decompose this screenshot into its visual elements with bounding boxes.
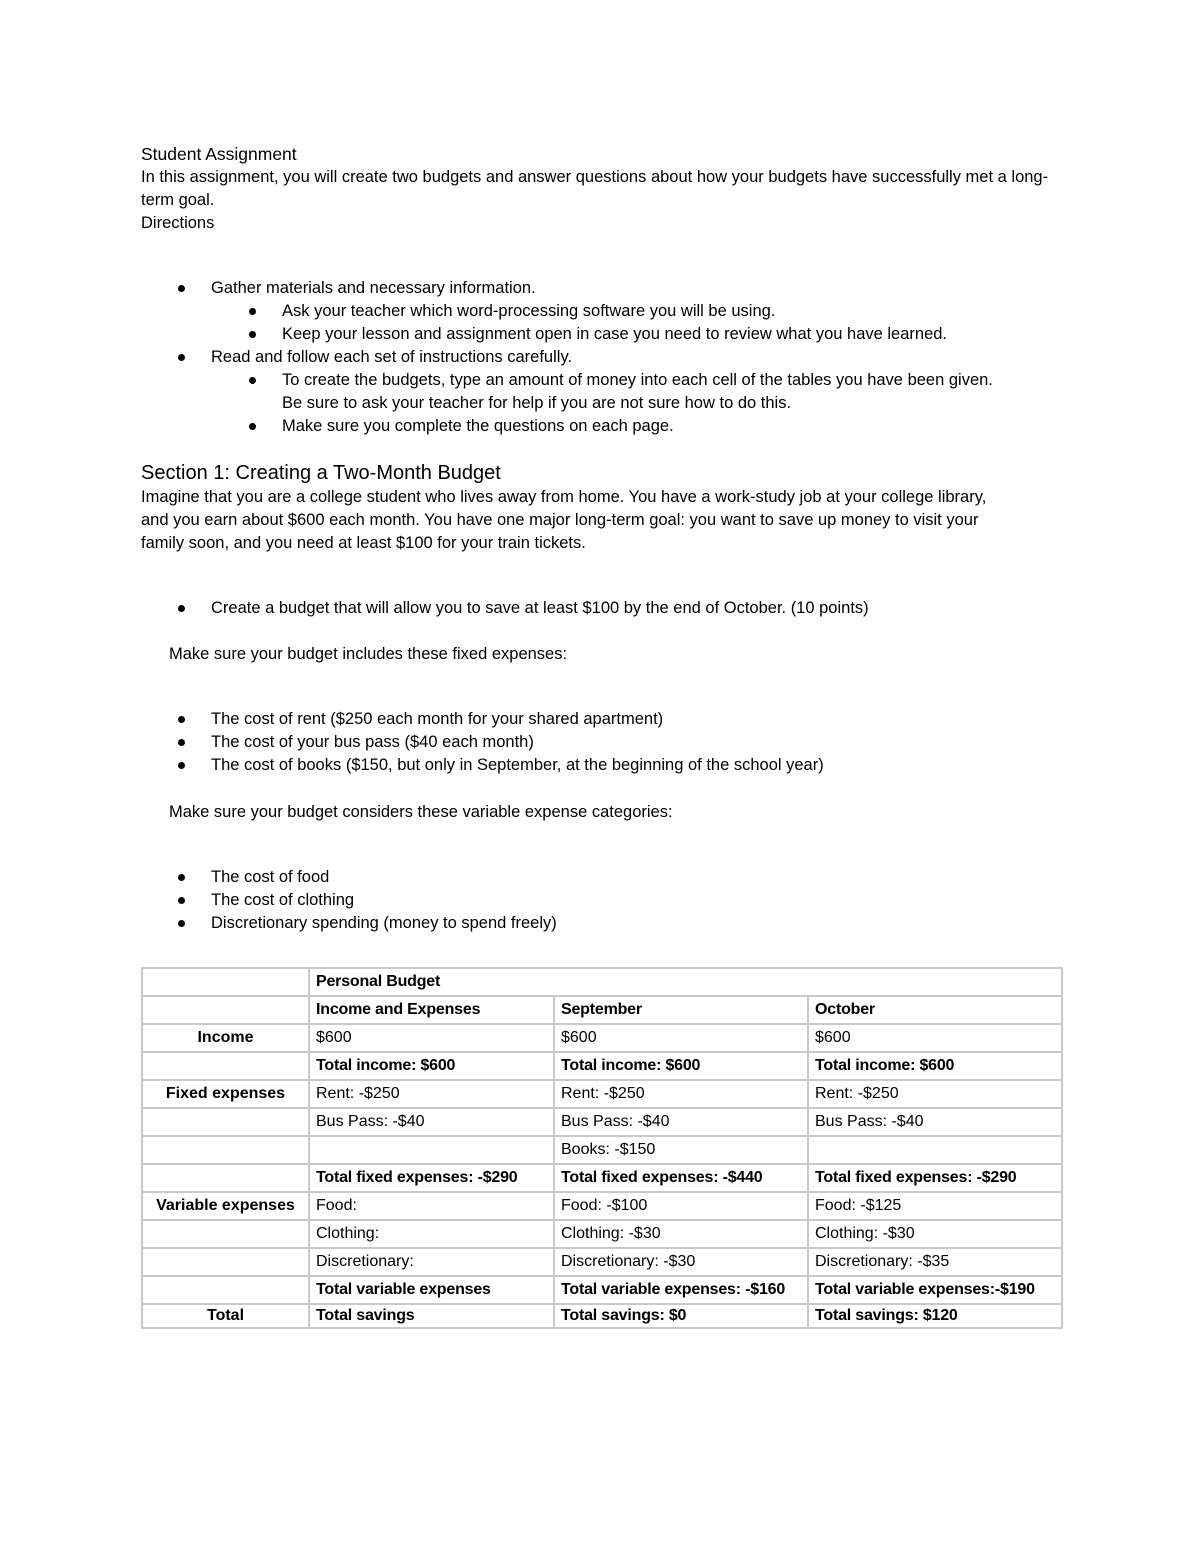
- row-label-income: Income: [142, 1024, 309, 1052]
- table-cell: [142, 1052, 309, 1080]
- row-label-total: Total: [142, 1304, 309, 1328]
- clothing-cell[interactable]: Clothing: -$30: [808, 1220, 1062, 1248]
- list-item: The cost of rent ($250 each month for your shared apartment): [141, 708, 1061, 731]
- total-fixed-cell: Total fixed expenses: -$290: [808, 1164, 1062, 1192]
- bus-pass-cell[interactable]: Bus Pass: -$40: [808, 1108, 1062, 1136]
- total-income-cell: Total income: $600: [808, 1052, 1062, 1080]
- table-row: [142, 1164, 1062, 1192]
- list-item: Discretionary spending (money to spend freely): [141, 912, 1061, 935]
- rent-cell[interactable]: Rent: -$250: [808, 1080, 1062, 1108]
- variable-intro: Make sure your budget considers these variable expense categories:: [169, 803, 673, 821]
- table-row: [142, 1024, 1062, 1052]
- directions-heading: Directions: [141, 214, 215, 232]
- rent-cell[interactable]: Rent: -$250: [554, 1080, 808, 1108]
- total-variable-cell: Total variable expenses:-$190: [808, 1276, 1062, 1304]
- list-item: Ask your teacher which word-processing software you will be using.: [141, 300, 1061, 323]
- rent-cell[interactable]: Rent: -$250: [309, 1080, 554, 1108]
- list-item: Make sure you complete the questions on each page.: [141, 415, 1061, 438]
- table-row: [142, 1304, 1062, 1328]
- personal-budget-table: [141, 967, 1063, 1329]
- clothing-cell[interactable]: Clothing:: [309, 1220, 554, 1248]
- directions-list: [141, 277, 1061, 438]
- table-cell: [142, 1108, 309, 1136]
- list-item: The cost of clothing: [141, 889, 1061, 912]
- table-cell: [142, 968, 309, 996]
- scenario-line: and you earn about $600 each month. You have one major long-term goal: you want to save up money to visit your: [141, 511, 979, 529]
- row-label-fixed: Fixed expenses: [142, 1080, 309, 1108]
- total-fixed-cell: Total fixed expenses: -$290: [309, 1164, 554, 1192]
- list-item: [141, 369, 1061, 415]
- total-savings-cell: Total savings: [309, 1304, 554, 1328]
- discretionary-cell[interactable]: Discretionary: -$30: [554, 1248, 808, 1276]
- column-header: September: [554, 996, 808, 1024]
- books-cell[interactable]: [309, 1136, 554, 1164]
- bus-pass-cell[interactable]: Bus Pass: -$40: [309, 1108, 554, 1136]
- books-cell[interactable]: [808, 1136, 1062, 1164]
- table-row: [142, 1080, 1062, 1108]
- column-header: October: [808, 996, 1062, 1024]
- total-variable-cell: Total variable expenses: -$160: [554, 1276, 808, 1304]
- assignment-title: Student Assignment: [141, 144, 297, 164]
- table-cell: [142, 1276, 309, 1304]
- total-income-cell: Total income: $600: [554, 1052, 808, 1080]
- list-item: The cost of your bus pass ($40 each month): [141, 731, 1061, 754]
- task-list: [141, 597, 1061, 620]
- section-title: Section 1: Creating a Two-Month Budget: [141, 462, 501, 484]
- income-cell[interactable]: $600: [808, 1024, 1062, 1052]
- income-cell[interactable]: $600: [554, 1024, 808, 1052]
- list-item: The cost of food: [141, 866, 1061, 889]
- food-cell[interactable]: Food:: [309, 1192, 554, 1220]
- table-row: [142, 1276, 1062, 1304]
- list-item: Gather materials and necessary information.: [141, 277, 1061, 300]
- books-cell[interactable]: Books: -$150: [554, 1136, 808, 1164]
- assignment-intro: In this assignment, you will create two budgets and answer questions about how your budgets have successfully met a long-term goal.: [141, 168, 1049, 209]
- table-row: [142, 1052, 1062, 1080]
- list-item: Read and follow each set of instructions carefully.: [141, 346, 1061, 369]
- list-item: Create a budget that will allow you to save at least $100 by the end of October. (10 points): [141, 597, 1061, 620]
- income-cell[interactable]: $600: [309, 1024, 554, 1052]
- table-cell: [142, 1164, 309, 1192]
- table-row: [142, 1220, 1062, 1248]
- scenario-line: Imagine that you are a college student who lives away from home. You have a work-study job at your college library,: [141, 488, 987, 506]
- fixed-expenses-list: [141, 708, 1061, 777]
- table-cell: [142, 1220, 309, 1248]
- table-row: [142, 968, 1062, 996]
- table-cell: [142, 996, 309, 1024]
- list-item-line: To create the budgets, type an amount of money into each cell of the tables you have been given.: [282, 371, 993, 389]
- column-header: Income and Expenses: [309, 996, 554, 1024]
- total-variable-cell: Total variable expenses: [309, 1276, 554, 1304]
- total-fixed-cell: Total fixed expenses: -$440: [554, 1164, 808, 1192]
- list-item: The cost of books ($150, but only in September, at the beginning of the school year): [141, 754, 1061, 777]
- table-row: [142, 1248, 1062, 1276]
- document-body: [141, 143, 1061, 935]
- table-row: [142, 1136, 1062, 1164]
- list-item-line: Be sure to ask your teacher for help if you are not sure how to do this.: [282, 394, 792, 412]
- food-cell[interactable]: Food: -$100: [554, 1192, 808, 1220]
- food-cell[interactable]: Food: -$125: [808, 1192, 1062, 1220]
- list-item: Keep your lesson and assignment open in case you need to review what you have learned.: [141, 323, 1061, 346]
- discretionary-cell[interactable]: Discretionary:: [309, 1248, 554, 1276]
- variable-expenses-list: [141, 866, 1061, 935]
- table-row: [142, 1192, 1062, 1220]
- table-row: [142, 1108, 1062, 1136]
- fixed-intro: Make sure your budget includes these fixed expenses:: [169, 645, 568, 663]
- table-row: [142, 996, 1062, 1024]
- clothing-cell[interactable]: Clothing: -$30: [554, 1220, 808, 1248]
- row-label-variable: Variable expenses: [142, 1192, 309, 1220]
- table-cell: [142, 1248, 309, 1276]
- total-savings-cell: Total savings: $120: [808, 1304, 1062, 1328]
- total-income-cell: Total income: $600: [309, 1052, 554, 1080]
- total-savings-cell: Total savings: $0: [554, 1304, 808, 1328]
- discretionary-cell[interactable]: Discretionary: -$35: [808, 1248, 1062, 1276]
- bus-pass-cell[interactable]: Bus Pass: -$40: [554, 1108, 808, 1136]
- table-cell: [142, 1136, 309, 1164]
- table-caption: Personal Budget: [309, 968, 1062, 996]
- scenario-line: family soon, and you need at least $100 for your train tickets.: [141, 534, 586, 552]
